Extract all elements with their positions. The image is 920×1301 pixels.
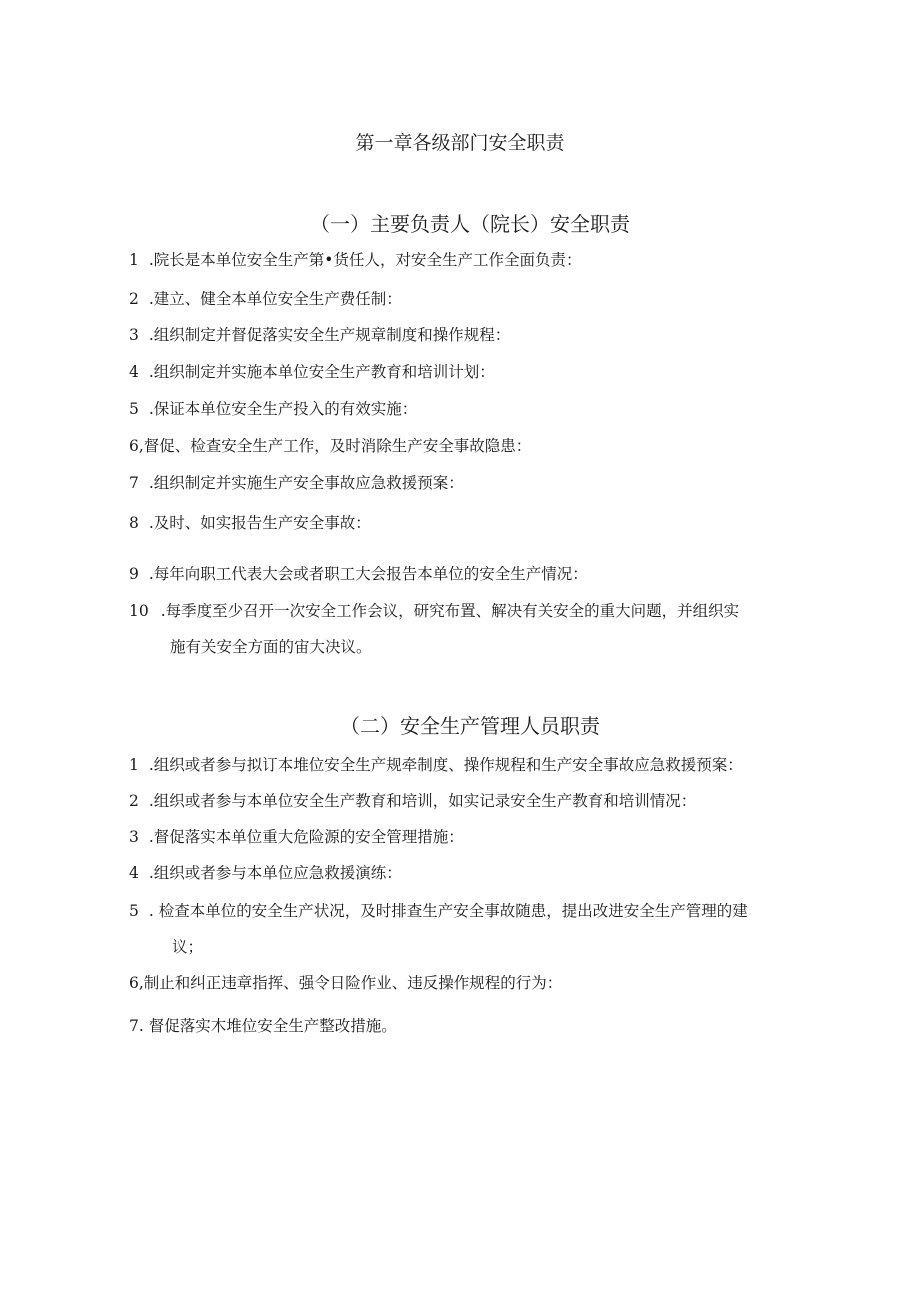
section1-item-8 <box>129 512 819 534</box>
item-text: .组织或者参与拟订本堆位安全生产规牵制度、操作规程和生产安全事故应急救援预案： <box>148 756 743 774</box>
item-text: .督促落实本单位重大危险源的安全管理措施： <box>148 828 464 846</box>
section1-item-3 <box>129 324 819 346</box>
section2-item-5 <box>129 900 819 922</box>
item-text: .组织制定并实施本单位安全生产教育和培训计划： <box>148 363 495 381</box>
item-text: .保证本单位安全生产投入的有效实施： <box>148 400 418 418</box>
item-text: 6,制止和纠正违章指挥、强令日险作业、违反操作规程的行为： <box>129 974 563 992</box>
item-number: 8 <box>129 514 139 532</box>
section1-item-9 <box>129 563 819 585</box>
section2-item-4 <box>129 862 819 884</box>
chapter-title: 第一章各级部门安全职责 <box>355 132 565 154</box>
item-number: 3 <box>129 828 139 846</box>
item-number: 1 <box>129 251 139 269</box>
item-number: 2 <box>129 290 139 308</box>
item-number: 1 <box>129 756 139 774</box>
item-text: .每年向职工代表大会或者职工大会报告本单位的安全生产情况： <box>148 565 588 583</box>
section2-item-5-continuation: 议； <box>172 938 204 956</box>
item-number: 3 <box>129 326 139 344</box>
section1-item-1 <box>129 249 819 271</box>
item-number: 5 <box>129 902 139 920</box>
section1-item-2 <box>129 288 819 310</box>
item-text: .每季度至少召开一次安全工作会议，研究布置、解决有关安全的重大问题，并组织实 <box>160 602 740 620</box>
item-number: 2 <box>129 792 139 810</box>
section2-item-6 <box>129 972 819 994</box>
item-text: .及时、如实报告生产安全事故： <box>148 514 371 532</box>
item-text: .院长是本单位安全生产第•货任人，对安全生产工作全面负责： <box>148 251 582 269</box>
item-text: .建立、健全本单位安全生产费任制： <box>148 290 402 308</box>
item-number: 4 <box>129 864 139 882</box>
section1-item-4 <box>129 361 819 383</box>
section1-item-7 <box>129 472 819 494</box>
section2-item-1 <box>129 754 819 776</box>
section1-item-10 <box>129 600 819 622</box>
item-text: .组织或者参与本单位应急救援演练： <box>148 864 402 882</box>
item-text: .组织或者参与本单位安全生产教育和培训，如实记录安全生产教育和培训情况： <box>148 792 697 810</box>
section2-item-3 <box>129 826 819 848</box>
item-number: 5 <box>129 400 139 418</box>
item-number: 9 <box>129 565 139 583</box>
section2-item-2 <box>129 790 819 812</box>
section1-title: （一）主要负责人（院长）安全职责 <box>310 212 630 236</box>
item-number: 7 <box>129 474 139 492</box>
item-number: 4 <box>129 363 139 381</box>
section2-item-7 <box>129 1015 819 1037</box>
section1-item-10-continuation: 施有关安全方面的宙大决议。 <box>170 638 372 656</box>
section1-item-5 <box>129 398 819 420</box>
item-text: 6,督促、检查安全生产工作，及时消除生产安全事故隐患： <box>129 437 532 455</box>
item-text: . 检查本单位的安全生产状况，及时排查生产安全事故随患，提出改进安全生产管理的建 <box>148 902 748 920</box>
section1-item-6 <box>129 435 819 457</box>
item-text: .组织制定并督促落实安全生产规章制度和操作规程： <box>148 326 511 344</box>
section2-title: （二）安全生产管理人员职责 <box>340 714 600 738</box>
item-text: 7. 督促落实木堆位安全生产整改措施。 <box>129 1017 397 1035</box>
item-text: .组织制定并实施生产安全事故应急救援预案： <box>148 474 464 492</box>
item-number: 10 <box>129 602 149 620</box>
